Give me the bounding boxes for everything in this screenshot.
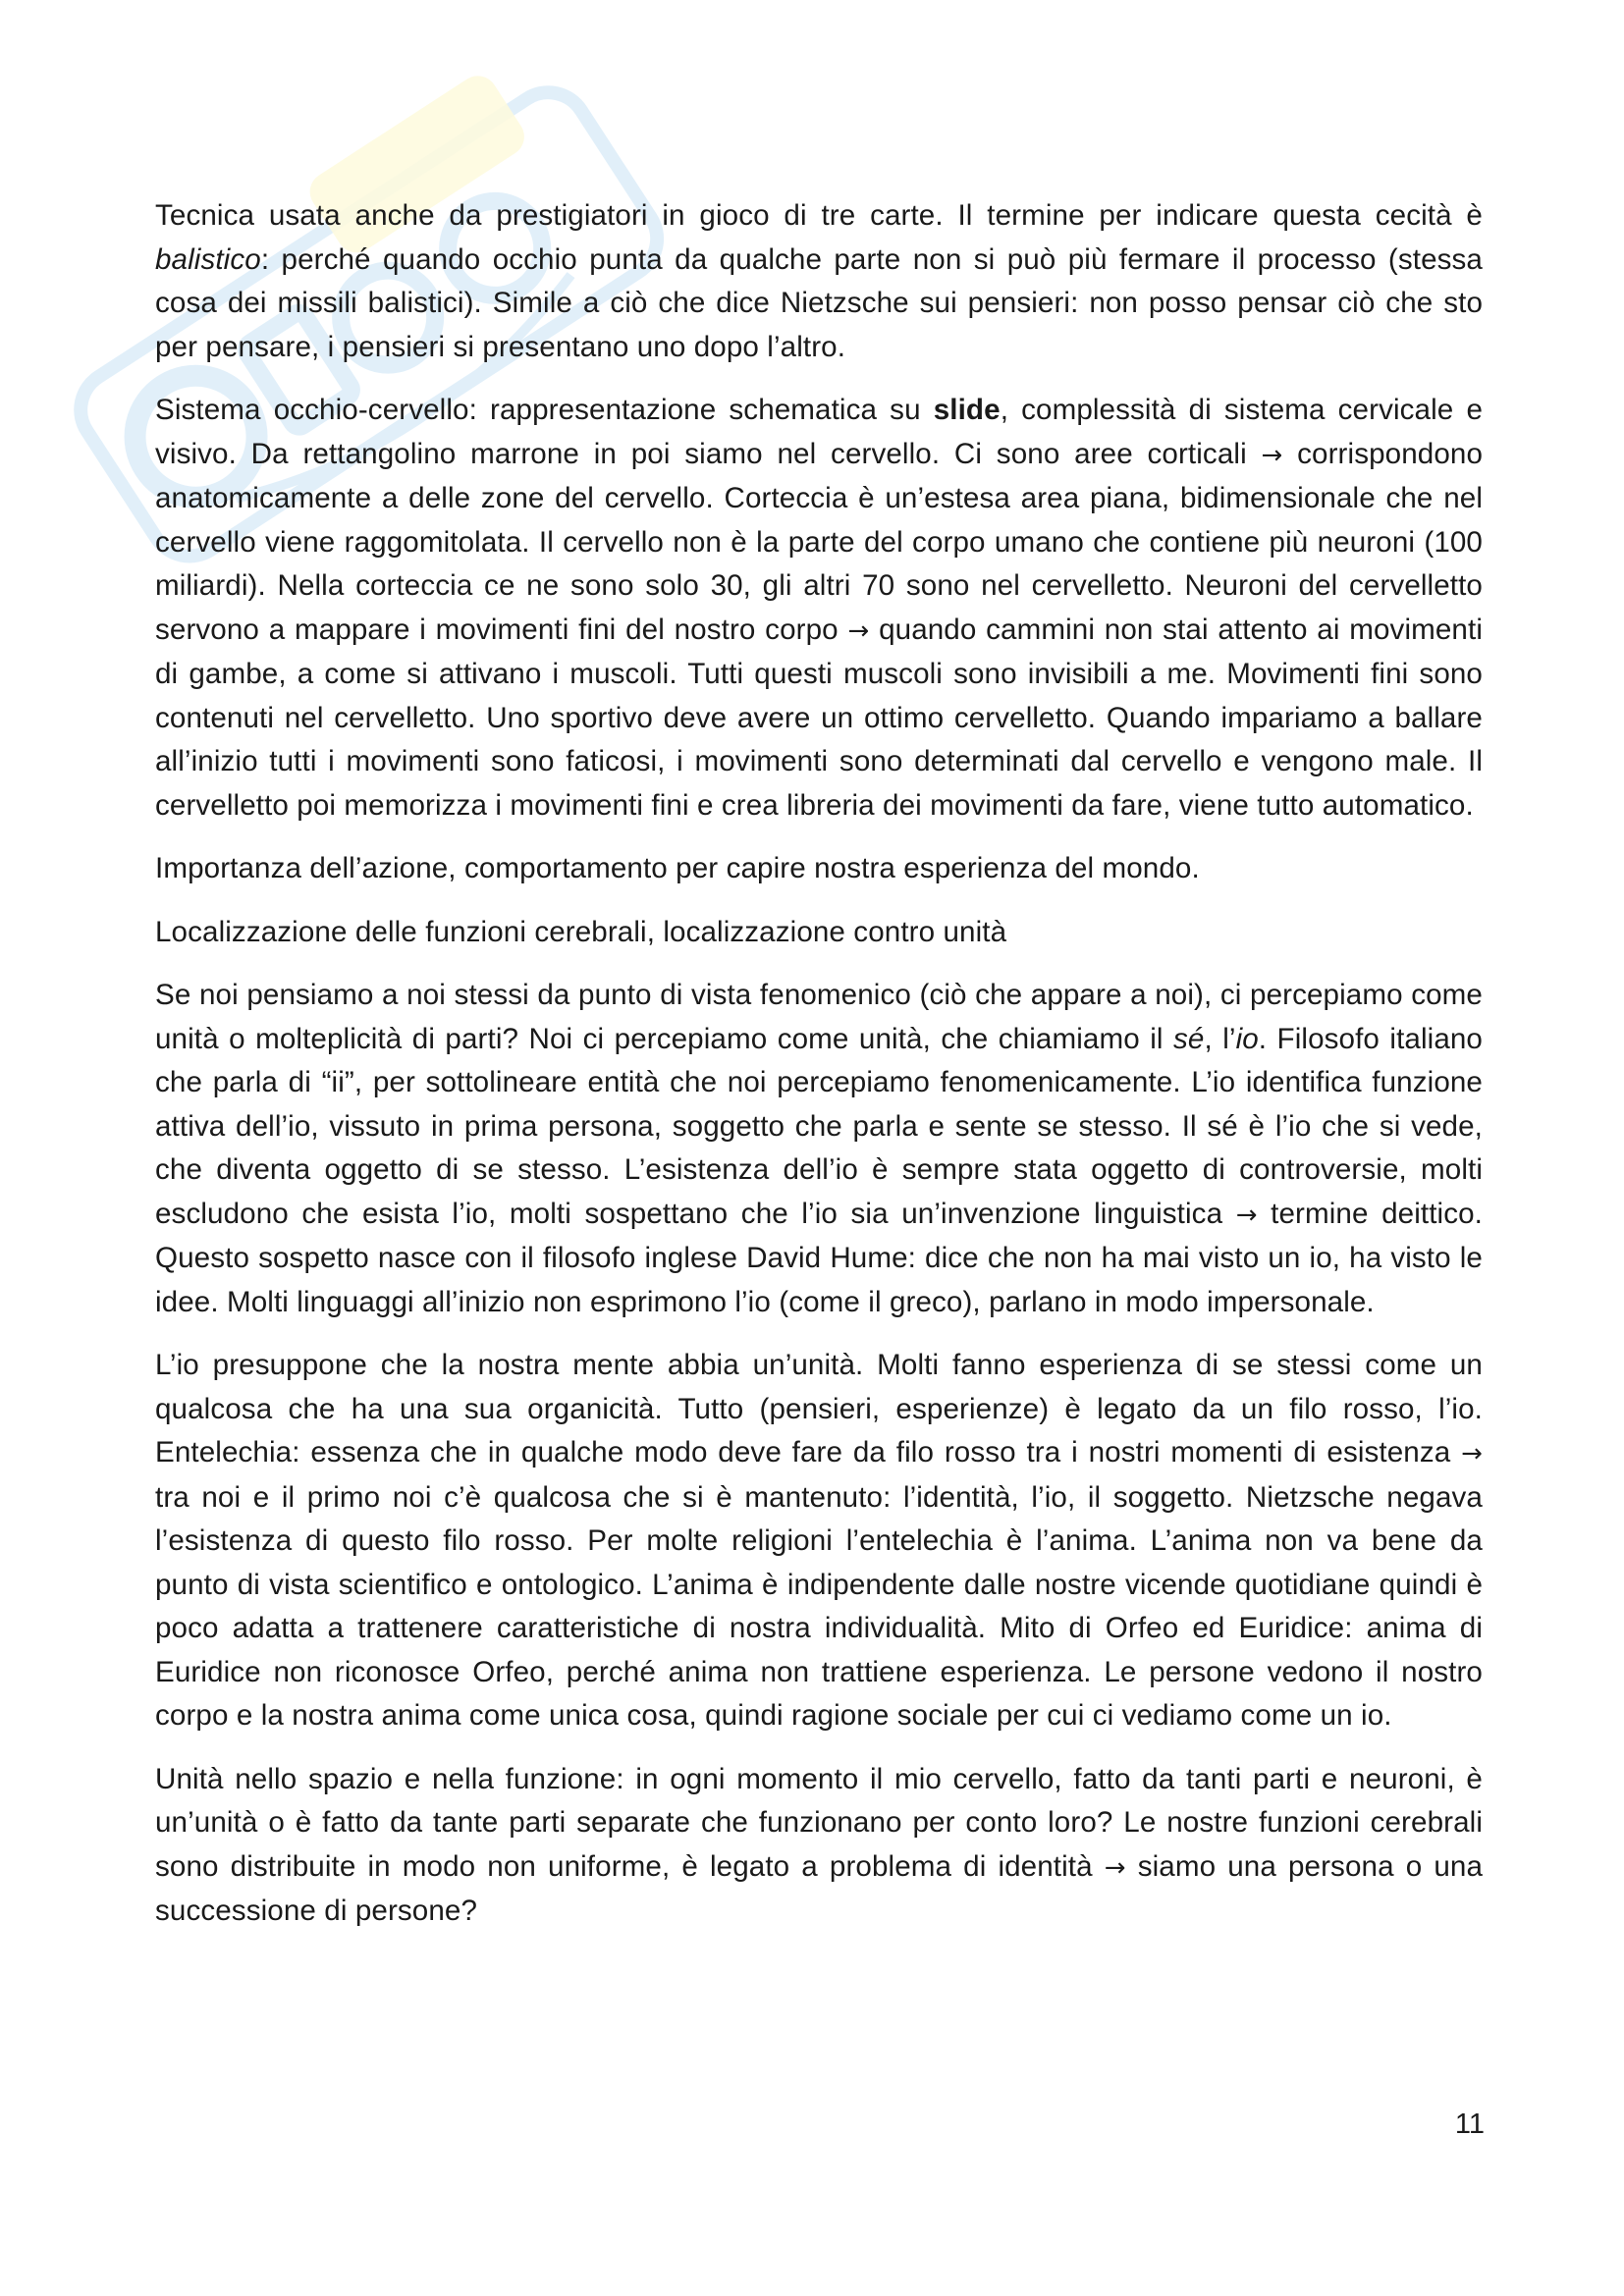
paragraph-1: Tecnica usata anche da prestigiatori in gioco di tre carte. Il termine per indicare questa cecità è balistico: perché quando occhio punta da qualche parte non si può più fermare il processo (stessa cosa dei missili balistici). Simile a ciò che dice Nietzsche sui pensieri: non posso pensar ciò che sto per pensare, i pensieri si presentano uno dopo l’altro. (155, 199, 1483, 363)
page-number: 11 (1454, 2109, 1485, 2140)
italic-term-balistico: balistico (155, 242, 261, 276)
right-arrow-icon: → (847, 615, 870, 646)
paragraph-4: Localizzazione delle funzioni cerebrali, localizzazione contro unità (155, 915, 1007, 948)
paragraph-3: Importanza dell’azione, comportamento per capire nostra esperienza del mondo. (155, 852, 1200, 884)
bold-term-slide: slide (933, 394, 1001, 426)
paragraph-7: Unità nello spazio e nella funzione: in ogni momento il mio cervello, fatto da tanti parti e neuroni, è un’unità o è fatto da tante parti separate che funzionano per conto loro? Le nostre funzioni cerebrali sono distribuite in modo non uniforme, è legato a problema di identità → siamo una persona o una successione di persone? (155, 1762, 1484, 1927)
right-arrow-icon: → (1104, 1852, 1126, 1883)
paragraph-6: L’io presuppone che la nostra mente abbia un’unità. Molti fanno esperienza di se stessi come un qualcosa che ha una sua organicità. Tutto (pensieri, esperienze) è legato da un filo rosso, l’io. Entelechia: essenza che in qualche modo deve fare da filo rosso tra i nostri momenti di esistenza → tra noi e il primo noi c’è qualcosa che si è mantenuto: l’identità, l’io, il soggetto. Nietzsche negava l’esistenza di questo filo rosso. Per molte religioni l’entelechia è l’anima. L’anima non va bene da punto di vista scientifico e ontologico. L’anima è indipendente dalle nostre vicende quotidiane quindi è poco adatta a trattenere caratteristiche di nostra individualità. Mito di Orfeo ed Euridice: anima di Euridice non riconosce Orfeo, perché anima non trattiene esperienza. Le persone vedono il nostro corpo e la nostra anima come unica cosa, quindi ragione sociale per cui ci vediamo come un io. (155, 1349, 1483, 1732)
right-arrow-icon: → (1461, 1439, 1483, 1468)
italic-term-io: io (1235, 1022, 1259, 1055)
paragraph-5: Se noi pensiamo a noi stessi da punto di vista fenomenico (ciò che appare a noi), ci percepiamo come unità o molteplicità di parti? Noi ci percepiamo come unità, che chiamiamo il sé, l’io. Filosofo italiano che parla di “ii”, per sottolineare entità che noi percepiamo fenomenicamente. L’io identifica funzione attiva dell’io, vissuto in prima persona, soggetto che parla e sente se stesso. Il sé è l’io che si vede, che diventa oggetto di se stesso. L’esistenza dell’io è sempre stata oggetto di controversie, molti escludono che esista l’io, molti sospettano che l’io sia un’invenzione linguistica → termine deittico. Questo sospetto nasce con il filosofo inglese David Hume: dice che non ha mai visto un io, ha visto le idee. Molti linguaggi all’inizio non esprimono l’io (come il greco), parlano in modo impersonale. (155, 979, 1483, 1318)
right-arrow-icon: → (1261, 440, 1283, 470)
body-text (155, 194, 1483, 1953)
italic-term-se: sé (1172, 1022, 1205, 1055)
right-arrow-icon: → (1235, 1200, 1258, 1230)
paragraph-2: Sistema occhio-cervello: rappresentazione schematica su slide, complessità di sistema cervicale e visivo. Da rettangolino marrone in poi siamo nel cervello. Ci sono aree corticali → corrispondono anatomicamente a delle zone del cervello. Corteccia è un’estesa area piana, bidimensionale che nel cervello viene raggomitolata. Il cervello non è la parte del corpo umano che contiene più neuroni (100 miliardi). Nella corteccia ce ne sono solo 30, gli altri 70 sono nel cervelletto. Neuroni del cervelletto servono a mappare i movimenti fini del nostro corpo → quando cammini non stai attento ai movimenti di gambe, a come si attivano i muscoli. Tutti questi muscoli sono invisibili a me. Movimenti fini sono contenuti nel cervelletto. Uno sportivo deve avere un ottimo cervelletto. Quando impariamo a ballare all’inizio tutti i movimenti sono faticosi, i movimenti sono determinati dal cervello e vengono male. Il cervelletto poi memorizza i movimenti fini e crea libreria dei movimenti da fare, viene tutto automatico. (155, 394, 1483, 822)
